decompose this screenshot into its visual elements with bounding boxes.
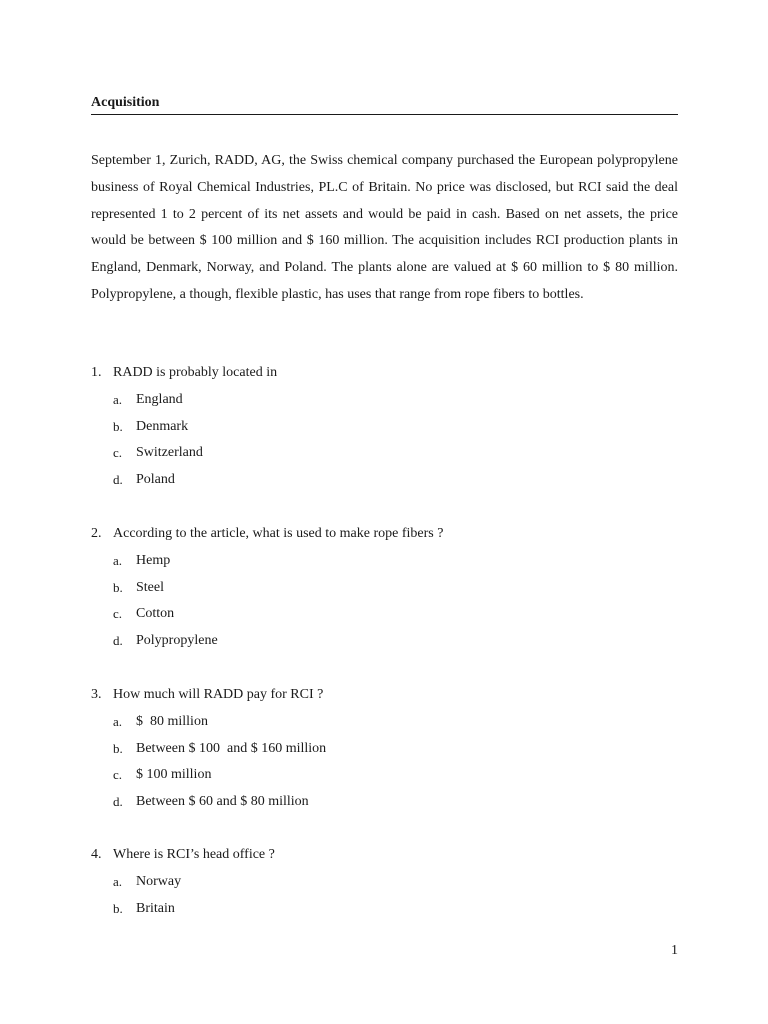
article-paragraph: September 1, Zurich, RADD, AG, the Swiss chemical company purchased the European polypropylene business of Royal Chemical Industries, PL.C of Britain. No price was disclosed, but RCI said the deal represented 1 to 2 percent of its net assets and would be paid in cash. Based on net assets, the price would be between $ 100 million and $ 160 million. The acquisition includes RCI production plants in England, Denmark, Norway, and Poland. The plants alone are valued at $ 60 million to $ 80 million. Polypropylene, a though, flexible plastic, has uses that range from rope fibers to bottles.	[91, 153, 678, 302]
question-3-number: 3.	[91, 687, 102, 702]
option-text: Between $ 60 and $ 80 million	[136, 794, 309, 810]
question-2-option-b	[91, 575, 678, 602]
question-1-text: RADD is probably located in	[113, 365, 278, 380]
option-letter: a.	[113, 391, 123, 407]
option-text: Norway	[136, 873, 182, 889]
question-1	[91, 360, 678, 494]
option-letter: a.	[113, 873, 123, 889]
question-3-text: How much will RADD pay for RCI ?	[113, 687, 324, 702]
option-letter: b.	[113, 579, 123, 595]
question-1-line	[91, 360, 678, 387]
question-3-option-a	[91, 709, 678, 736]
option-letter: c.	[113, 606, 123, 622]
question-2-option-c	[91, 601, 678, 628]
question-2-option-d	[91, 628, 678, 655]
option-text: Polypropylene	[136, 633, 218, 649]
question-4-option-b	[91, 896, 678, 923]
option-text: Between $ 100 and $ 160 million	[136, 740, 327, 756]
page-number: 1	[671, 943, 678, 958]
question-4	[91, 842, 678, 922]
question-2-number: 2.	[91, 526, 102, 541]
question-3-option-c	[91, 762, 678, 789]
option-letter: d.	[113, 633, 123, 649]
question-2-line	[91, 521, 678, 548]
option-text: Steel	[136, 579, 164, 595]
option-letter: d.	[113, 472, 123, 488]
option-text: $ 100 million	[136, 767, 212, 783]
option-letter: a.	[113, 552, 123, 568]
option-letter: b.	[113, 740, 123, 756]
question-4-line	[91, 842, 678, 869]
question-4-number: 4.	[91, 847, 102, 862]
option-letter: c.	[113, 445, 123, 461]
document-heading: Acquisition	[91, 94, 678, 115]
option-text: Cotton	[136, 606, 175, 622]
option-letter: b.	[113, 900, 123, 916]
option-letter: d.	[113, 794, 123, 810]
question-3-option-b	[91, 736, 678, 763]
document-page	[91, 0, 678, 1024]
option-text: Britain	[136, 900, 175, 916]
option-text: England	[136, 391, 183, 407]
option-letter: c.	[113, 767, 123, 783]
option-letter: b.	[113, 418, 123, 434]
option-letter: a.	[113, 713, 123, 729]
question-1-number: 1.	[91, 365, 102, 380]
option-text: Denmark	[136, 418, 189, 434]
question-1-option-c	[91, 440, 678, 467]
question-2-option-a	[91, 548, 678, 575]
question-3-line	[91, 682, 678, 709]
question-4-option-a	[91, 869, 678, 896]
question-1-option-b	[91, 414, 678, 441]
question-3-option-d	[91, 789, 678, 816]
question-1-option-a	[91, 387, 678, 414]
question-1-option-d	[91, 467, 678, 494]
question-2-text: According to the article, what is used to make rope fibers ?	[113, 526, 444, 541]
option-text: Switzerland	[136, 445, 203, 461]
option-text: Poland	[136, 472, 175, 488]
question-3	[91, 682, 678, 816]
question-4-text: Where is RCI’s head office ?	[113, 847, 275, 862]
option-text: $ 80 million	[136, 713, 208, 729]
option-text: Hemp	[136, 552, 171, 568]
question-2	[91, 521, 678, 655]
